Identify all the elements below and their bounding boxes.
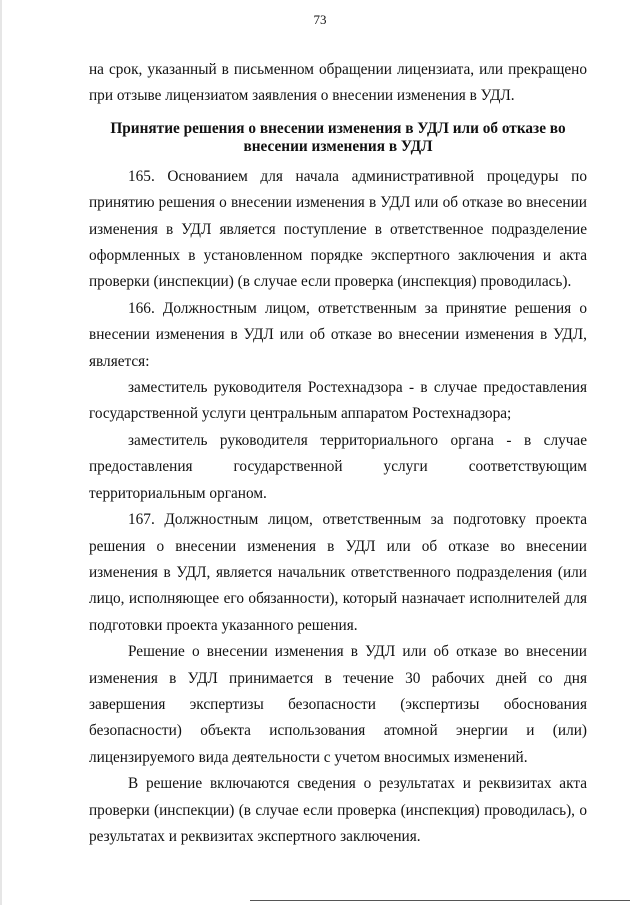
paragraph-decision-contents: В решение включаются сведения о результатах и реквизитах акта проверки (инспекции) (в случае если проверка (инспекция) проводилась), о результатах и реквизитах экспертного заключения. (89, 775, 587, 845)
paragraph-decision-term: Решение о внесении изменения в УДЛ или об отказе во внесении изменения в УДЛ принимается в течение 30 рабочих дней со дня завершения экспертизы безопасности (экспертизы обоснования безопасности) объекта использования атомной энергии и (или) лицензируемого вида деятельности с учетом вносимых изменений. (89, 643, 587, 766)
paragraph-166-item-central: заместитель руководителя Ростехнадзора - в случае предоставления государственной услуги центральным аппаратом Ростехнадзора; (89, 379, 587, 423)
paragraph-165: 165. Основанием для начала административной процедуры по принятию решения о внесении изменения в УДЛ или об отказе во внесении изменения в УДЛ является поступление в ответственное подразделение оформленных в установленном порядке экспертного заключения и акта проверки (инспекции) (в случае если проверка (инспекция) проводилась). (89, 167, 587, 291)
paragraph-continuation: на срок, указанный в письменном обращении лицензиата, или прекращено при отзыве лицензиатом заявления о внесении изменения в УДЛ. (89, 61, 587, 105)
paragraph-167: 167. Должностным лицом, ответственным за подготовку проекта решения о внесении изменения в УДЛ или об отказе во внесении изменения в УДЛ, является начальник ответственного подразделения (или лицо, исполняющее его обязанности), который назначает исполнителей для подготовки проекта указанного решения. (89, 511, 587, 634)
document-body (89, 57, 587, 850)
scan-edge (0, 0, 2, 905)
page-number: 73 (313, 12, 327, 27)
section-heading: Принятие решения о внесении изменения в УДЛ или об отказе во внесении изменения в УДЛ (110, 119, 566, 155)
paragraph-166-item-territorial: заместитель руководителя территориального органа - в случае предоставления государственной услуги соответствующим территориальным органом. (89, 431, 587, 502)
paragraph-166: 166. Должностным лицом, ответственным за принятие решения о внесении изменения в УДЛ или об отказе во внесении изменения в УДЛ, является: (89, 299, 587, 370)
scan-bottom-line (250, 900, 630, 901)
